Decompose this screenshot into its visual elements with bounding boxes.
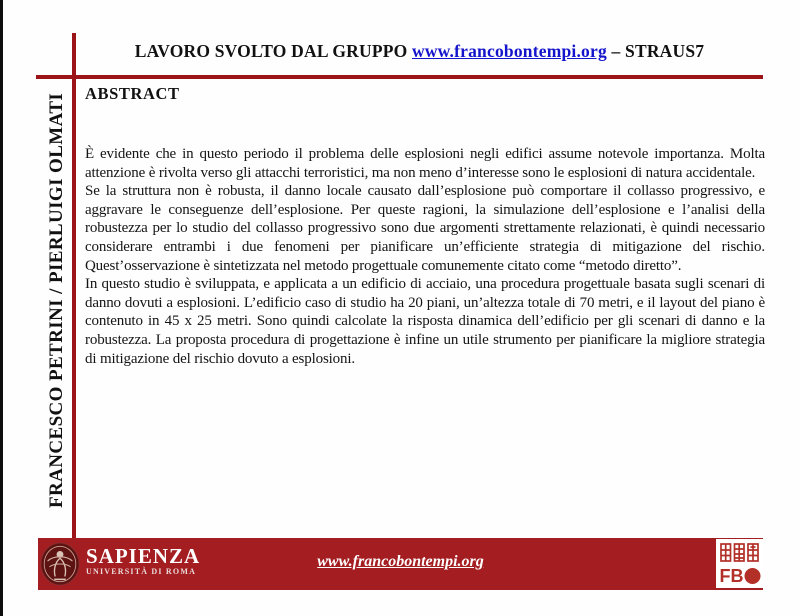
- stamp-letters: FB: [719, 566, 744, 586]
- header-title-suffix: – STRAUS7: [606, 41, 705, 61]
- scan-edge-border: [0, 0, 3, 616]
- abstract-body: [85, 145, 765, 368]
- red-horizontal-rule: [36, 75, 763, 79]
- footer-link[interactable]: www.francobontempi.org: [317, 553, 484, 570]
- sapienza-subtitle: UNIVERSITÀ DI ROMA: [86, 567, 197, 576]
- sapienza-name: SAPIENZA: [86, 544, 201, 568]
- abstract-paragraph: Se la struttura non è robusta, il danno locale causato dall’esplosione può comportare il collasso progressivo, e aggravare le conseguenze dell’esplosione. Per queste ragioni, la simulazione dell’esplosione e l’analisi della robustezza per lo studio del collasso progressivo sono due argomenti strettamente relazionati, è quindi necessario considerare entrambi i due fenomeni per pianificare un’efficiente strategia di mitigazione del rischio. Quest’osservazione è sintetizzata nel metodo progettuale comunemente citato come “metodo diretto”.: [85, 183, 765, 274]
- authors-vertical-label: FRANCESCO PETRINI / PIERLUIGI OLMATI: [46, 92, 67, 508]
- footer-bar: [38, 538, 763, 590]
- header-link[interactable]: www.francobontempi.org: [411, 41, 607, 61]
- red-vertical-rule: [72, 33, 76, 538]
- header-title: [76, 40, 763, 62]
- abstract-paragraph: È evidente che in questo periodo il problema delle esplosioni negli edifici assume notevole importanza. Molta attenzione è rivolta verso gli attacchi terroristici, ma non meno d’interesse sono le esplosioni di natura accidentale.: [85, 146, 765, 181]
- header-title-prefix: LAVORO SVOLTO DAL GRUPPO: [134, 41, 412, 61]
- abstract-heading: ABSTRACT: [85, 84, 180, 103]
- abstract-paragraph: In questo studio è sviluppata, e applicata a un edificio di acciaio, una procedura progettuale basata sugli scenari di danno dovuti a esplosioni. L’edificio caso di studio ha 20 piani, un’altezza totale di 70 metri, e il layout del piano è contenuto in 45 x 25 metri. Sono quindi calcolate la risposta dinamica dell’edificio per gli scenari di danno e la robustezza. La proposta procedura di progettazione è infine un utile strumento per pianificare la migliore strategia di mitigazione del rischio dovuto a esplosioni.: [85, 276, 765, 367]
- fbo-stamp-icon: [716, 539, 763, 588]
